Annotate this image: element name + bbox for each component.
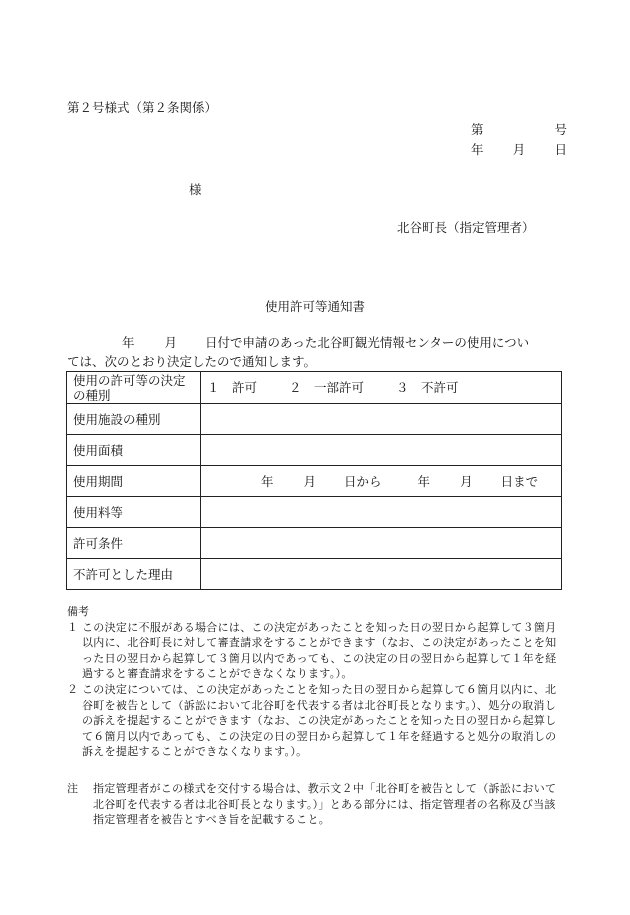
form-number: 第２号様式（第２条関係）: [67, 100, 218, 115]
label-line-2: の種別: [73, 387, 111, 403]
row-label-fee: 使用料等: [67, 497, 201, 528]
note-label: 注: [67, 782, 78, 795]
intro-year: 年: [122, 335, 135, 350]
facility-type-value: [201, 404, 562, 435]
issuer: 北谷町長（指定管理者）: [397, 220, 535, 235]
row-label-area: 使用面積: [67, 435, 201, 466]
intro-paragraph: [67, 333, 567, 371]
table-row: [67, 559, 562, 590]
intro-text-1: 日付で申請のあった北谷町観光情報センターの使用につい: [205, 335, 530, 350]
remark-item: [67, 620, 567, 682]
label-line-1: 使用の許可等の決定: [73, 372, 186, 388]
document-number: [471, 120, 567, 138]
note-text: 指定管理者がこの様式を交付する場合は、教示文２中「北谷町を被告として（訴訟において北谷町を代表する者は北谷町長となります。）」とある部分には、指定管理者の名称及び当該指定管理者を被告とすべき旨を記載すること。: [93, 782, 557, 827]
permit-table: [66, 371, 562, 590]
option-no-permit: ３ 不許可: [396, 380, 459, 395]
option-permit: １ 許可: [207, 380, 258, 395]
row-label-refusal-reason: 不許可とした理由: [67, 559, 201, 590]
remarks-heading: 備考: [67, 605, 89, 618]
decision-options: [201, 372, 562, 404]
table-row: [67, 497, 562, 528]
table-row: [67, 528, 562, 559]
conditions-value: [201, 528, 562, 559]
period-to-year: 年: [417, 474, 431, 489]
table-row: [67, 404, 562, 435]
row-label-decision-type: [67, 372, 201, 404]
row-label-period: 使用期間: [67, 466, 201, 497]
addressee-suffix: 様: [189, 182, 202, 197]
table-row: [67, 466, 562, 497]
area-value: [201, 435, 562, 466]
date-day: 日: [554, 142, 567, 157]
option-partial-permit: ２ 一部許可: [289, 380, 365, 395]
document-title: 使用許可等通知書: [264, 299, 365, 314]
remark-number: １: [67, 620, 78, 634]
doc-number-prefix: 第: [471, 122, 484, 137]
refusal-reason-value: [201, 559, 562, 590]
row-label-facility-type: 使用施設の種別: [67, 404, 201, 435]
doc-number-suffix: 号: [554, 122, 567, 137]
period-from-month: 月: [303, 474, 317, 489]
remark-number: ２: [67, 682, 78, 696]
document-date: [471, 140, 567, 158]
period-to-day: 日まで: [500, 474, 539, 489]
period-value: [201, 466, 562, 497]
table-row: [67, 435, 562, 466]
note-section: [67, 781, 567, 828]
table-row: [67, 372, 562, 404]
remark-item: [67, 682, 567, 760]
fee-value: [201, 497, 562, 528]
intro-text-2: ては、次のとおり決定したので通知します。: [67, 354, 317, 369]
remark-text: この決定に不服がある場合には、この決定があったことを知った日の翌日から起算して３箇月以内に、北谷町長に対して審査請求をすることができます（なお、この決定があったことを知った日の翌日から起算して３箇月以内であっても、この決定の日の翌日から起算して１年を経過すると審査請求をすることができなくなります。）。: [82, 620, 557, 681]
date-month: 月: [512, 142, 526, 157]
period-to-month: 月: [460, 474, 473, 489]
date-year: 年: [471, 142, 484, 157]
intro-month: 月: [164, 335, 178, 350]
period-from-day: 日から: [344, 474, 382, 489]
row-label-conditions: 許可条件: [67, 528, 201, 559]
remark-text: この決定については、この決定があったことを知った日の翌日から起算して６箇月以内に、北谷町を被告として（訴訟において北谷町を代表する者は北谷町長となります。）、処分の取消しの訴えを提起することができます（なお、この決定があったことを知った日の翌日から起算して６箇月以内であっても、この決定の日の翌日から起算して１年を経過すると処分の取消しの訴えを提起することができなくなります。）。: [82, 682, 557, 759]
period-from-year: 年: [261, 474, 274, 489]
remarks-section: [67, 604, 567, 760]
